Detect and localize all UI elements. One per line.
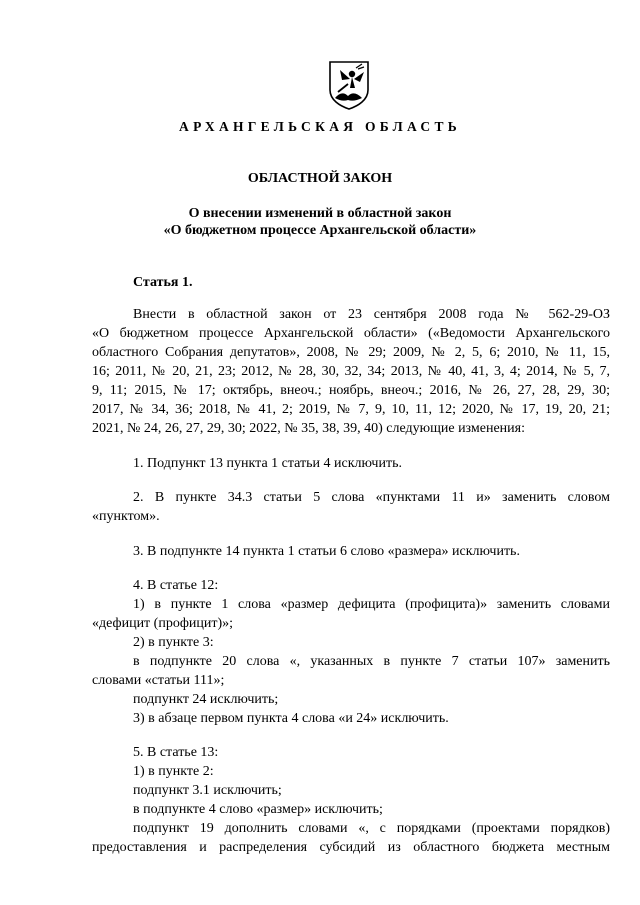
item-4-sub1-line: 1) в пункте 1 слова «размер дефицита (профицита)» заменить словами	[133, 597, 610, 612]
item-4-sub2: 2) в пункте 3:	[133, 635, 214, 650]
item-3: 3. В подпункте 14 пункта 1 статьи 6 слово «размера» исключить.	[133, 544, 520, 559]
paragraph-line: 16; 2011, № 20, 21, 23; 2012, № 28, 30, 32, 34; 2013, № 40, 41, 3, 4; 2014, № 5, 7,	[92, 364, 610, 379]
article-heading: Статья 1.	[133, 275, 193, 290]
item-4-sub3: 3) в абзаце первом пункта 4 слова «и 24» исключить.	[133, 711, 449, 726]
paragraph-line: 2017, № 34, 36; 2018, № 41, 2; 2019, № 7, 9, 10, 11, 12; 2020, № 17, 19, 20, 21;	[92, 402, 610, 417]
title-line: «О бюджетном процессе Архангельской области»	[163, 223, 477, 238]
region-name: АРХАНГЕЛЬСКАЯ ОБЛАСТЬ	[179, 119, 461, 134]
paragraph-line: 2021, № 24, 26, 27, 29, 30; 2022, № 35, 38, 39, 40) следующие изменения:	[92, 421, 525, 436]
paragraph-line: «О бюджетном процессе Архангельской области» («Ведомости Архангельского	[92, 326, 610, 341]
coat-of-arms-icon	[326, 60, 372, 110]
item-5-heading: 5. В статье 13:	[133, 745, 219, 760]
item-2-line: «пунктом».	[92, 509, 160, 524]
item-5-sub1a: подпункт 3.1 исключить;	[133, 783, 282, 798]
title-line: О внесении изменений в областной закон	[188, 206, 452, 221]
item-2-line: 2. В пункте 34.3 статьи 5 слова «пунктами 11 и» заменить словом	[133, 490, 610, 505]
item-5-sub1c-line: предоставления и распределения субсидий из областного бюджета местным	[92, 840, 610, 855]
item-5-sub1c-line: подпункт 19 дополнить словами «, с порядками (проектами порядков)	[133, 821, 610, 836]
item-4-sub2a-line: в подпункте 20 слова «, указанных в пункте 7 статьи 107» заменить	[133, 654, 610, 669]
item-4-sub1-line: «дефицит (профицит)»;	[92, 616, 234, 631]
item-5-sub1b: в подпункте 4 слово «размер» исключить;	[133, 802, 383, 817]
paragraph-line: Внести в областной закон от 23 сентября 2008 года № 562-29-ОЗ	[133, 307, 610, 322]
item-4-heading: 4. В статье 12:	[133, 578, 219, 593]
document-title	[0, 205, 640, 239]
paragraph-line: 9, 11; 2015, № 17; октябрь, внеоч.; ноябрь, внеоч.; 2016, № 26, 27, 28, 29, 30;	[92, 383, 610, 398]
item-4-sub2b: подпункт 24 исключить;	[133, 692, 279, 707]
item-5-sub1: 1) в пункте 2:	[133, 764, 214, 779]
paragraph-line: областного Собрания депутатов», 2008, № 29; 2009, № 2, 5, 6; 2010, № 11, 15,	[92, 345, 610, 360]
item-4-sub2a-line: словами «статьи 111»;	[92, 673, 225, 688]
document-type: ОБЛАСТНОЙ ЗАКОН	[247, 171, 393, 186]
item-1: 1. Подпункт 13 пункта 1 статьи 4 исключить.	[133, 456, 402, 471]
